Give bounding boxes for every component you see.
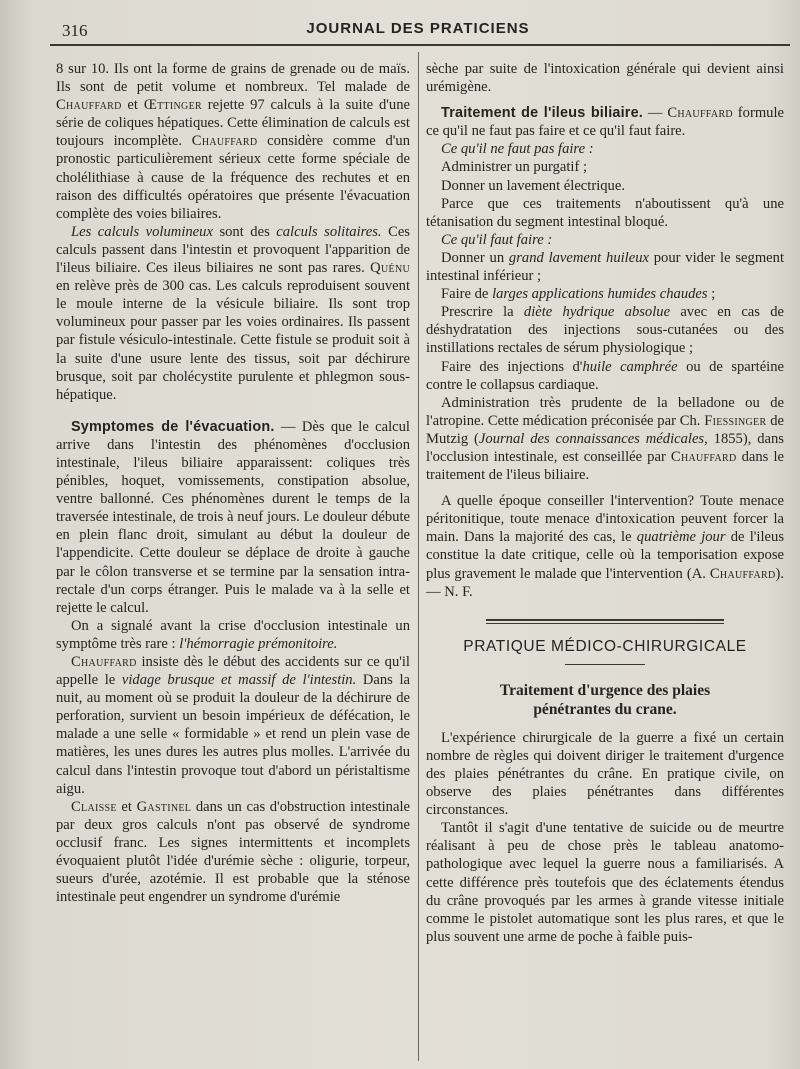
author-name: Chauffard	[191, 133, 258, 150]
column-divider	[418, 52, 419, 1061]
subheading-faut-faire: Ce qu'il faut faire :	[441, 231, 553, 248]
subheading-ne-faut-pas: Ce qu'il ne faut pas faire :	[441, 141, 594, 158]
author-name: Chauffard	[71, 654, 137, 670]
paragraph-small-calculs: 8 sur 10. Ils ont la forme de grains de grenade ou de maïs. Ils sont de petit volume et nombreux. Tel malade de Chauffard et Œttinger rejette 97 calculs à la suite d'une série de coliques hépatiques. Cette élimination de calculs est toujours incomplète. Chauffard considère comme d'un pronostic particulièrement sérieux cette forme spéciale de cholélithiase à cause de la fréquence des rechutes et en raison des difficultés opératoires que présente l'évacuation complète des voies biliaires.	[56, 61, 410, 222]
header-rule	[50, 44, 790, 46]
author-name: Quénu	[370, 260, 410, 277]
section-title: PRATIQUE MÉDICO-CHIRURGICALE	[463, 637, 747, 655]
author-name: Chauffard	[56, 97, 122, 114]
author-name: Chauffard	[709, 565, 776, 582]
rubric-heading: Symptomes de l'évacuation.	[71, 418, 275, 435]
list-item: Faire de larges applications humides chaudes ;	[441, 286, 716, 303]
article-title: Traitement d'urgence des plaies pénétrantes du crane.	[499, 681, 711, 718]
section-rule	[486, 619, 724, 624]
page-number: 316	[62, 21, 88, 40]
author-name: Chauffard	[670, 448, 737, 465]
paragraph-article-intro: L'expérience chirurgicale de la guerre a fixé un certain nombre de règles qui doivent diriger le traitement d'urgence des plaies pénétrantes du crâne. En pratique civile, on observe des plaies pénétrantes dans différentes circonstances.	[426, 729, 784, 819]
paragraph-hemorragie: On a signalé avant la crise d'occlusion intestinale un symptôme très rare : l'hémorragie prémonitoire.	[56, 617, 410, 652]
list-item: Donner un lavement électrique.	[441, 177, 625, 194]
author-name: Gastinel	[136, 798, 192, 815]
author-name: Œttinger	[143, 97, 202, 114]
list-item: Faire des injections d'huile camphrée ou de spartéine contre le collapsus cardiaque.	[426, 358, 784, 393]
paragraph-continuation: sèche par suite de l'intoxication générale qui devient ainsi urémigène.	[426, 61, 784, 96]
left-column	[56, 60, 410, 906]
paragraph-uremie: Claisse et Gastinel dans un cas d'obstruction intestinale par deux gros calculs n'ont pas observé de syndrome occlusif franc. Les signes intermittents et incomplets évoquaient plutôt l'idée d'urémie sèche : oligurie, torpeur, sueurs d'urée, azotémie. Il est probable que la sténose intestinale peut engendrer un syndrome d'urémie	[56, 798, 410, 906]
list-item: Parce que ces traitements n'aboutissent qu'à une tétanisation du segment intestinal bloqué.	[426, 195, 784, 230]
paragraph-traitement: Traitement de l'ileus biliaire. — Chauffard formule ce qu'il ne faut pas faire et ce qu'il faut faire.	[426, 105, 784, 140]
journal-title: JOURNAL DES PRATICIENS	[306, 20, 530, 37]
list-item: Administrer un purgatif ;	[441, 159, 588, 176]
list-item: Donner un grand lavement huileux pour vider le segment intestinal inférieur ;	[426, 249, 784, 285]
rubric-heading: Traitement de l'ileus biliaire.	[441, 105, 644, 122]
page-header	[58, 18, 778, 42]
author-name: Claisse	[71, 798, 117, 815]
section-underline	[565, 664, 645, 665]
right-column	[426, 60, 784, 946]
paragraph-calculs-volumineux: Les calculs volumineux sont des calculs solitaires. Ces calculs passent dans l'intestin et provoquent l'apparition de l'ileus biliaire. Ces ileus biliaires ne sont pas rares. Quénu en relève près de 300 cas. Les calculs reproduisent souvent le moule interne de la vésicule biliaire. Ils sont trop volumineux pour passer par les voies ordinaires. Ils passent par fistule vésiculo-intestinale. Cette fistule se produit soit à la suite d'une usure lente des tissus, soit par déchirure brusque, soit par cholécystite purulente et phlegmon sous-hépatique.	[56, 223, 410, 403]
paragraph-article-body: Tantôt il s'agit d'une tentative de suicide ou de meurtre réalisant à peu de chose près le tableau anatomo-pathologique avec lequel la guerre nous a familiarisés. A cette différence près toutefois que des éclatements étendus du crâne provoqués par les armes à grande vitesse initiale comme le pistolet automatique sont les plus rares, et que le plus souvent une arme de poche à faible puis-	[426, 820, 784, 945]
list-item: Prescrire la diète hydrique absolue avec en cas de déshydratation des injections sous-cutanées ou des instillations rectales de sérum physiologique ;	[426, 304, 784, 357]
author-name: Chauffard	[667, 105, 733, 122]
paragraph-vidage: Chauffard insiste dès le début des accidents sur ce qu'il appelle le vidage brusque et massif de l'intestin. Dans la nuit, au moment où se produit la douleur de la déchirure de perforation, survient un besoin impérieux de défécation, le malade a une selle « formidable » et rend un plein vase de matières, les unes dures les autres plus molles. L'arrivée du calcul dans l'intestin provoque tout d'abord un péristaltisme aigu.	[56, 654, 411, 797]
list-item: Administration très prudente de la belladone ou de l'atropine. Cette médication préconisée par Ch. Fiessinger de Mutzig (Journal des connaissances médicales, 1855), dans l'occlusion intestinale, est conseillée par Chauffard dans le traitement de l'ileus biliaire.	[426, 394, 784, 484]
paragraph-symptomes: Symptomes de l'évacuation. — Dès que le calcul arrive dans l'intestin des phénomènes d'occlusion intestinale, l'ileus biliaire apparaissent: coliques très pénibles, hoquet, vomissements, constipation absolue, ventre ballonné. Ces phénomènes durent le temps de la traversée intestinale, de trois à neuf jours. Le douleur débute en plein flanc droit, simulant au début la douleur de l'appendicite. Cette douleur se déplace de droite à gauche par le côlon transverse et se termine par la sensation intra-rectale d'un corps étranger. Puis le malade va à la selle et rejette le calcul.	[56, 418, 410, 616]
paragraph-intervention: A quelle époque conseiller l'intervention? Toute menace péritonitique, toute menace d'intoxication peuvent forcer la main. Dans la majorité des cas, le quatrième jour de l'ileus constitue la date critique, celle où la temporisation expose plus gravement le malade que l'intervention (A. Chauffard). — N. F.	[426, 493, 784, 600]
author-name: Fiessinger	[704, 412, 767, 429]
